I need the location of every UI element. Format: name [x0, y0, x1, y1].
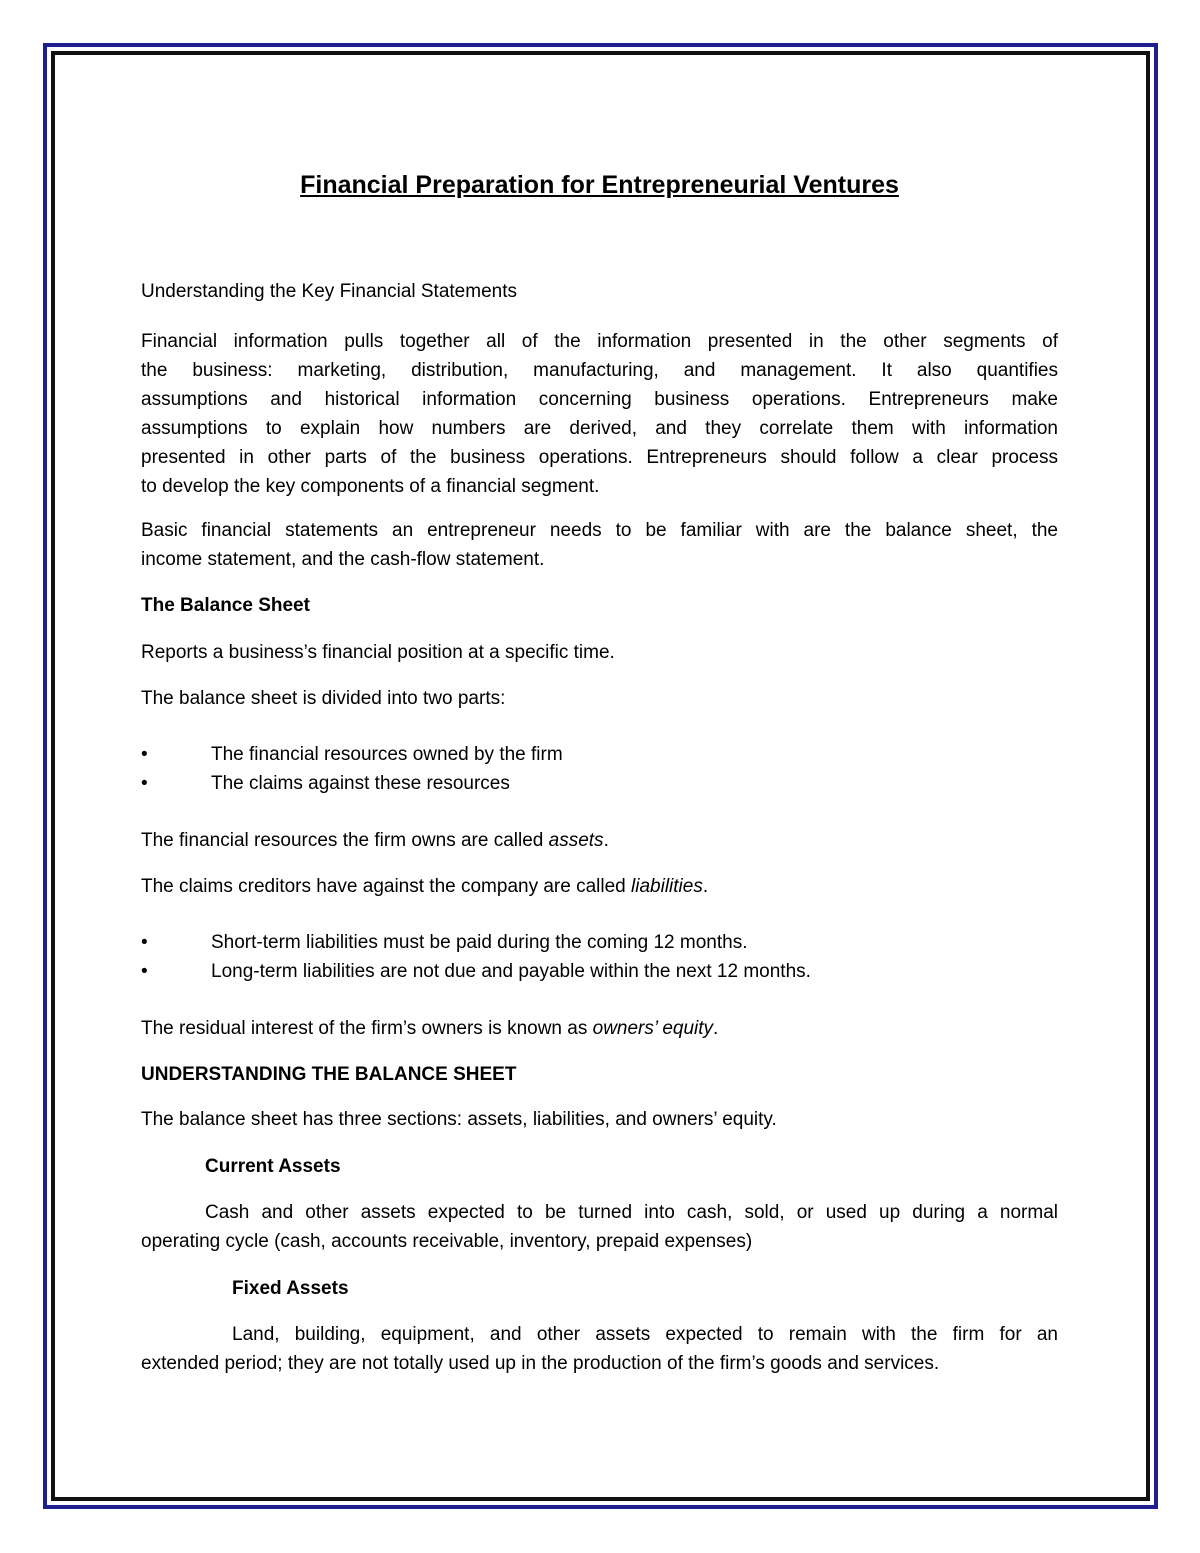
bullet-icon: •: [141, 744, 148, 765]
paragraph-line: operating cycle (cash, accounts receivable, inventory, prepaid expenses): [141, 1231, 753, 1252]
paragraph-line: assumptions to explain how numbers are derived, and they correlate them with information: [141, 418, 1058, 439]
fixed-assets-heading: Fixed Assets: [232, 1278, 349, 1299]
paragraph-line: to develop the key components of a financial segment.: [141, 476, 600, 497]
paragraph-line: Cash and other assets expected to be turned into cash, sold, or used up during a normal: [205, 1202, 1058, 1223]
paragraph-line: Land, building, equipment, and other assets expected to remain with the firm for an: [232, 1324, 1058, 1345]
sentence-text: The claims creditors have against the company are called: [141, 876, 632, 897]
paragraph-line: Basic financial statements an entrepreneur needs to be familiar with are the balance sheet, the: [141, 520, 1058, 541]
sentence-text: The residual interest of the firm’s owners is known as: [141, 1018, 593, 1039]
paragraph-line: assumptions and historical information concerning business operations. Entrepreneurs make: [141, 389, 1058, 410]
list-item-text: The financial resources owned by the firm: [211, 744, 563, 765]
bullet-icon: •: [141, 961, 148, 982]
paragraph-line: extended period; they are not totally used up in the production of the firm’s goods and services.: [141, 1353, 940, 1374]
sentence-end: .: [603, 830, 609, 851]
sentence-end: .: [702, 876, 709, 897]
bullet-icon: •: [141, 932, 148, 953]
current-assets-paragraph: [141, 1198, 1058, 1256]
list-item-text: The claims against these resources: [211, 773, 510, 794]
equity-sentence: [141, 1014, 718, 1043]
paragraph-financial-information: [141, 327, 1058, 501]
document-title: Financial Preparation for Entrepreneurial Ventures: [300, 171, 899, 199]
section-heading: Understanding the Key Financial Statements: [141, 281, 517, 302]
paragraph-line: the business: marketing, distribution, manufacturing, and management. It also quantifies: [141, 360, 1058, 381]
assets-term: assets: [548, 830, 604, 851]
balance-sheet-definition: Reports a business’s financial position at a specific time.: [141, 642, 615, 663]
current-assets-heading: Current Assets: [205, 1156, 341, 1177]
sentence-end: .: [713, 1018, 719, 1039]
sections-sentence: The balance sheet has three sections: assets, liabilities, and owners’ equity.: [141, 1109, 777, 1130]
list-item: [141, 928, 1058, 957]
liabilities-sentence: [141, 872, 708, 901]
paragraph-basic-statements: [141, 516, 1058, 574]
liabilities-term: liabilities: [631, 876, 703, 897]
paragraph-line: presented in other parts of the business operations. Entrepreneurs should follow a clear process: [141, 447, 1058, 468]
list-item: [141, 769, 1058, 798]
paragraph-line: Financial information pulls together all of the information presented in the other segments of: [141, 331, 1058, 352]
bullet-icon: •: [141, 773, 148, 794]
balance-sheet-heading: The Balance Sheet: [141, 595, 310, 616]
fixed-assets-paragraph: [141, 1320, 1058, 1378]
sentence-text: The financial resources the firm owns are called: [141, 830, 549, 851]
assets-sentence: [141, 826, 609, 855]
list-item-text: Long-term liabilities are not due and payable within the next 12 months.: [211, 961, 811, 982]
paragraph-line: income statement, and the cash-flow statement.: [141, 549, 545, 570]
list-item: [141, 740, 1058, 769]
list-item: [141, 957, 1058, 986]
understanding-heading: UNDERSTANDING THE BALANCE SHEET: [141, 1064, 517, 1085]
equity-term: owners’ equity: [592, 1018, 714, 1039]
divided-intro: The balance sheet is divided into two parts:: [141, 688, 506, 709]
list-item-text: Short-term liabilities must be paid during the coming 12 months.: [211, 932, 748, 953]
